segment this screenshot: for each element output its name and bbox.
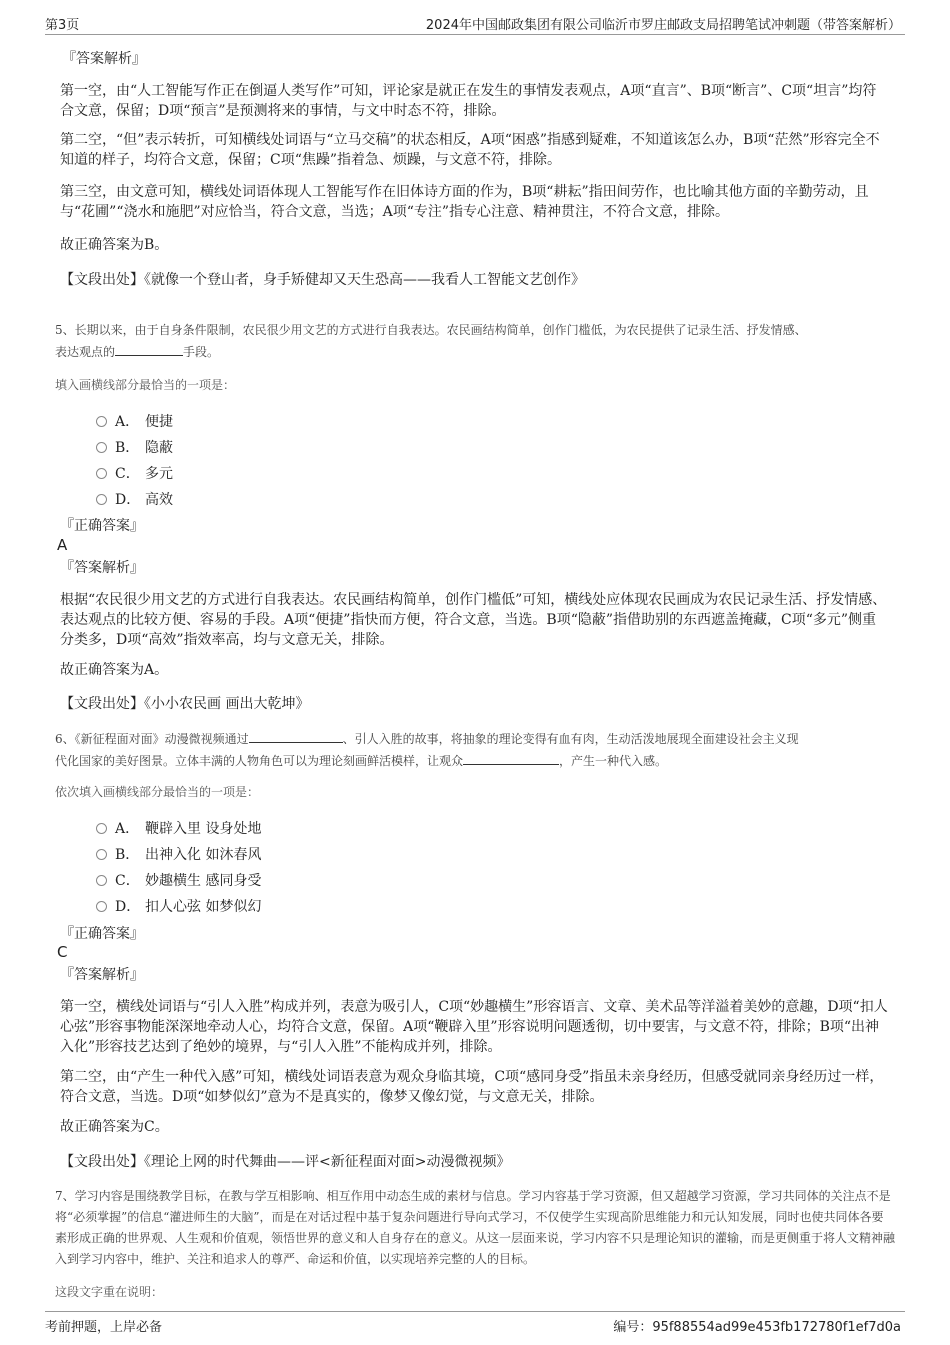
document-id: 编号：95f88554ad99e453fb172780f1ef7d0a [613, 1320, 901, 1335]
analysis-paragraph: 第二空，“但”表示转折，可知横线处词语与“立马交稿”的状态相反，A项“困惑”指感到疑难，不知道该怎么办，B项“茫然”形容完全不知道的样子，均符合文意，保留；C项“焦躁”指着急、烦躁，与文意不符，排除。 [60, 132, 880, 168]
radio-icon[interactable] [96, 468, 107, 479]
question-instruction: 依次填入画横线部分最恰当的一项是： [55, 785, 260, 799]
analysis-paragraph: 第三空，由文意可知，横线处词语体现人工智能写作在旧体诗方面的作为，B项“耕耘”指田间劳作，也比喻其他方面的辛勤劳动，且与“花圃”“浇水和施肥”对应恰当，符合文意，当选；A项“专注”指专心注意、精神贯注，不符合文意，排除。 [60, 184, 869, 220]
source-citation: 【文段出处】《就像一个登山者，身手矫健却又天生恐高——我看人工智能文艺创作》 [60, 272, 585, 288]
option-b[interactable]: B． 出神入化 如沐春风 [96, 844, 261, 864]
option-d[interactable]: D． 扣人心弦 如梦似幻 [96, 896, 261, 916]
page-header [45, 14, 905, 35]
option-c[interactable]: C． 多元 [96, 463, 173, 483]
option-d[interactable]: D． 高效 [96, 489, 173, 509]
radio-icon[interactable] [96, 875, 107, 886]
option-a[interactable]: A． 鞭辟入里 设身处地 [96, 818, 261, 838]
correct-answer: A [57, 536, 68, 554]
question-stem: 6、《新征程面对面》动漫微视频通过 、引人入胜的故事，将抽象的理论变得有血有肉，生动活泼地展现全面建设社会主义现 代化国家的美好图景。立体丰满的人物角色可以为理论刻画鲜活模样，让观众 ，产生一种代入感。 [55, 728, 895, 772]
question-stem: 5、长期以来，由于自身条件限制，农民很少用文艺的方式进行自我表达。农民画结构简单，创作门槛低，为农民提供了记录生活、抒发情感、 表达观点的 手段。 [55, 323, 807, 359]
radio-icon[interactable] [96, 494, 107, 505]
correct-answer: C [57, 943, 68, 961]
source-citation: 【文段出处】《小小农民画 画出大乾坤》 [60, 696, 310, 712]
document-title: 2024年中国邮政集团有限公司临沂市罗庄邮政支局招聘笔试冲刺题（带答案解析） [425, 18, 901, 33]
page-footer [45, 1311, 905, 1334]
radio-icon[interactable] [96, 901, 107, 912]
source-citation: 【文段出处】《理论上网的时代舞曲——评<新征程面对面>动漫微视频》 [60, 1154, 511, 1170]
radio-icon[interactable] [96, 442, 107, 453]
footer-slogan: 考前押题，上岸必备 [45, 1320, 163, 1335]
analysis-paragraph: 第一空，由“人工智能写作正在倒逼人类写作”可知，评论家是就正在发生的事情发表观点，A项“直言”、B项“断言”、C项“坦言”均符合文意，保留；D项“预言”是预测将来的事情，与文中时态不符，排除。 [60, 83, 877, 119]
correct-answer-tag: 『正确答案』 [60, 518, 144, 534]
answer-conclusion: 故正确答案为C。 [60, 1119, 169, 1135]
answer-conclusion: 故正确答案为A。 [60, 662, 169, 678]
analysis-paragraph: 根据“农民很少用文艺的方式进行自我表达。农民画结构简单，创作门槛低”可知，横线处应体现农民画成为农民记录生活、抒发情感、表达观点的比较方便、容易的手段。A项“便捷”指快而方便，符合文意，当选。B项“隐蔽”指借助别的东西遮盖掩藏，C项“多元”侧重分类多，D项“高效”指效率高，均与文意无关，排除。 [60, 592, 887, 648]
radio-icon[interactable] [96, 823, 107, 834]
option-c[interactable]: C． 妙趣横生 感同身受 [96, 870, 261, 890]
radio-icon[interactable] [96, 849, 107, 860]
fill-blank [115, 341, 183, 356]
analysis-paragraph: 第二空，由“产生一种代入感”可知，横线处词语表意为观众身临其境，C项“感同身受”指虽未亲身经历，但感受就同亲身经历过一样，符合文意，当选。D项“如梦似幻”意为不是真实的，像梦又像幻觉，与文意无关，排除。 [60, 1069, 884, 1105]
radio-icon[interactable] [96, 416, 107, 427]
question-instruction: 这段文字重在说明： [55, 1285, 164, 1299]
option-a[interactable]: A． 便捷 [96, 411, 173, 431]
answer-conclusion: 故正确答案为B。 [60, 237, 169, 253]
analysis-tag: 『答案解析』 [60, 560, 144, 576]
correct-answer-tag: 『正确答案』 [60, 926, 144, 942]
analysis-paragraph: 第一空，横线处词语与“引人入胜”构成并列，表意为吸引人，C项“妙趣横生”形容语言、文章、美术品等洋溢着美妙的意趣，D项“扣人心弦”形容事物能深深地牵动人心，均符合文意，保留。A项“鞭辟入里”形容说明问题透彻，切中要害，与文意不符，排除；B项“出神入化”形容技艺达到了绝妙的境界，与“引人入胜”不能构成并列，排除。 [60, 999, 888, 1055]
analysis-tag: 『答案解析』 [62, 51, 146, 67]
question-stem: 7、学习内容是围绕教学目标，在教与学互相影响、相互作用中动态生成的素材与信息。学习内容基于学习资源，但又超越学习资源，学习共同体的关注点不是将“必须掌握”的信息“灌进师生的大脑”，而是在对话过程中基于复杂问题进行导向式学习，不仅使学生实现高阶思维能力和元认知发展，同时也使共同体各要素形成正确的世界观、人生观和价值观，领悟世界的意义和人自身存在的意义。从这一层面来说，学习内容不只是理论知识的灌输，而是更侧重于将人文精神融入到学习内容中，维护、关注和追求人的尊严、命运和价值，以实现培养完整的人的目标。 [55, 1189, 896, 1266]
question-instruction: 填入画横线部分最恰当的一项是： [55, 378, 236, 392]
option-b[interactable]: B． 隐蔽 [96, 437, 173, 457]
fill-blank [249, 728, 343, 743]
page-number: 第3页 [45, 18, 80, 33]
analysis-tag: 『答案解析』 [60, 967, 144, 983]
fill-blank [463, 750, 559, 765]
